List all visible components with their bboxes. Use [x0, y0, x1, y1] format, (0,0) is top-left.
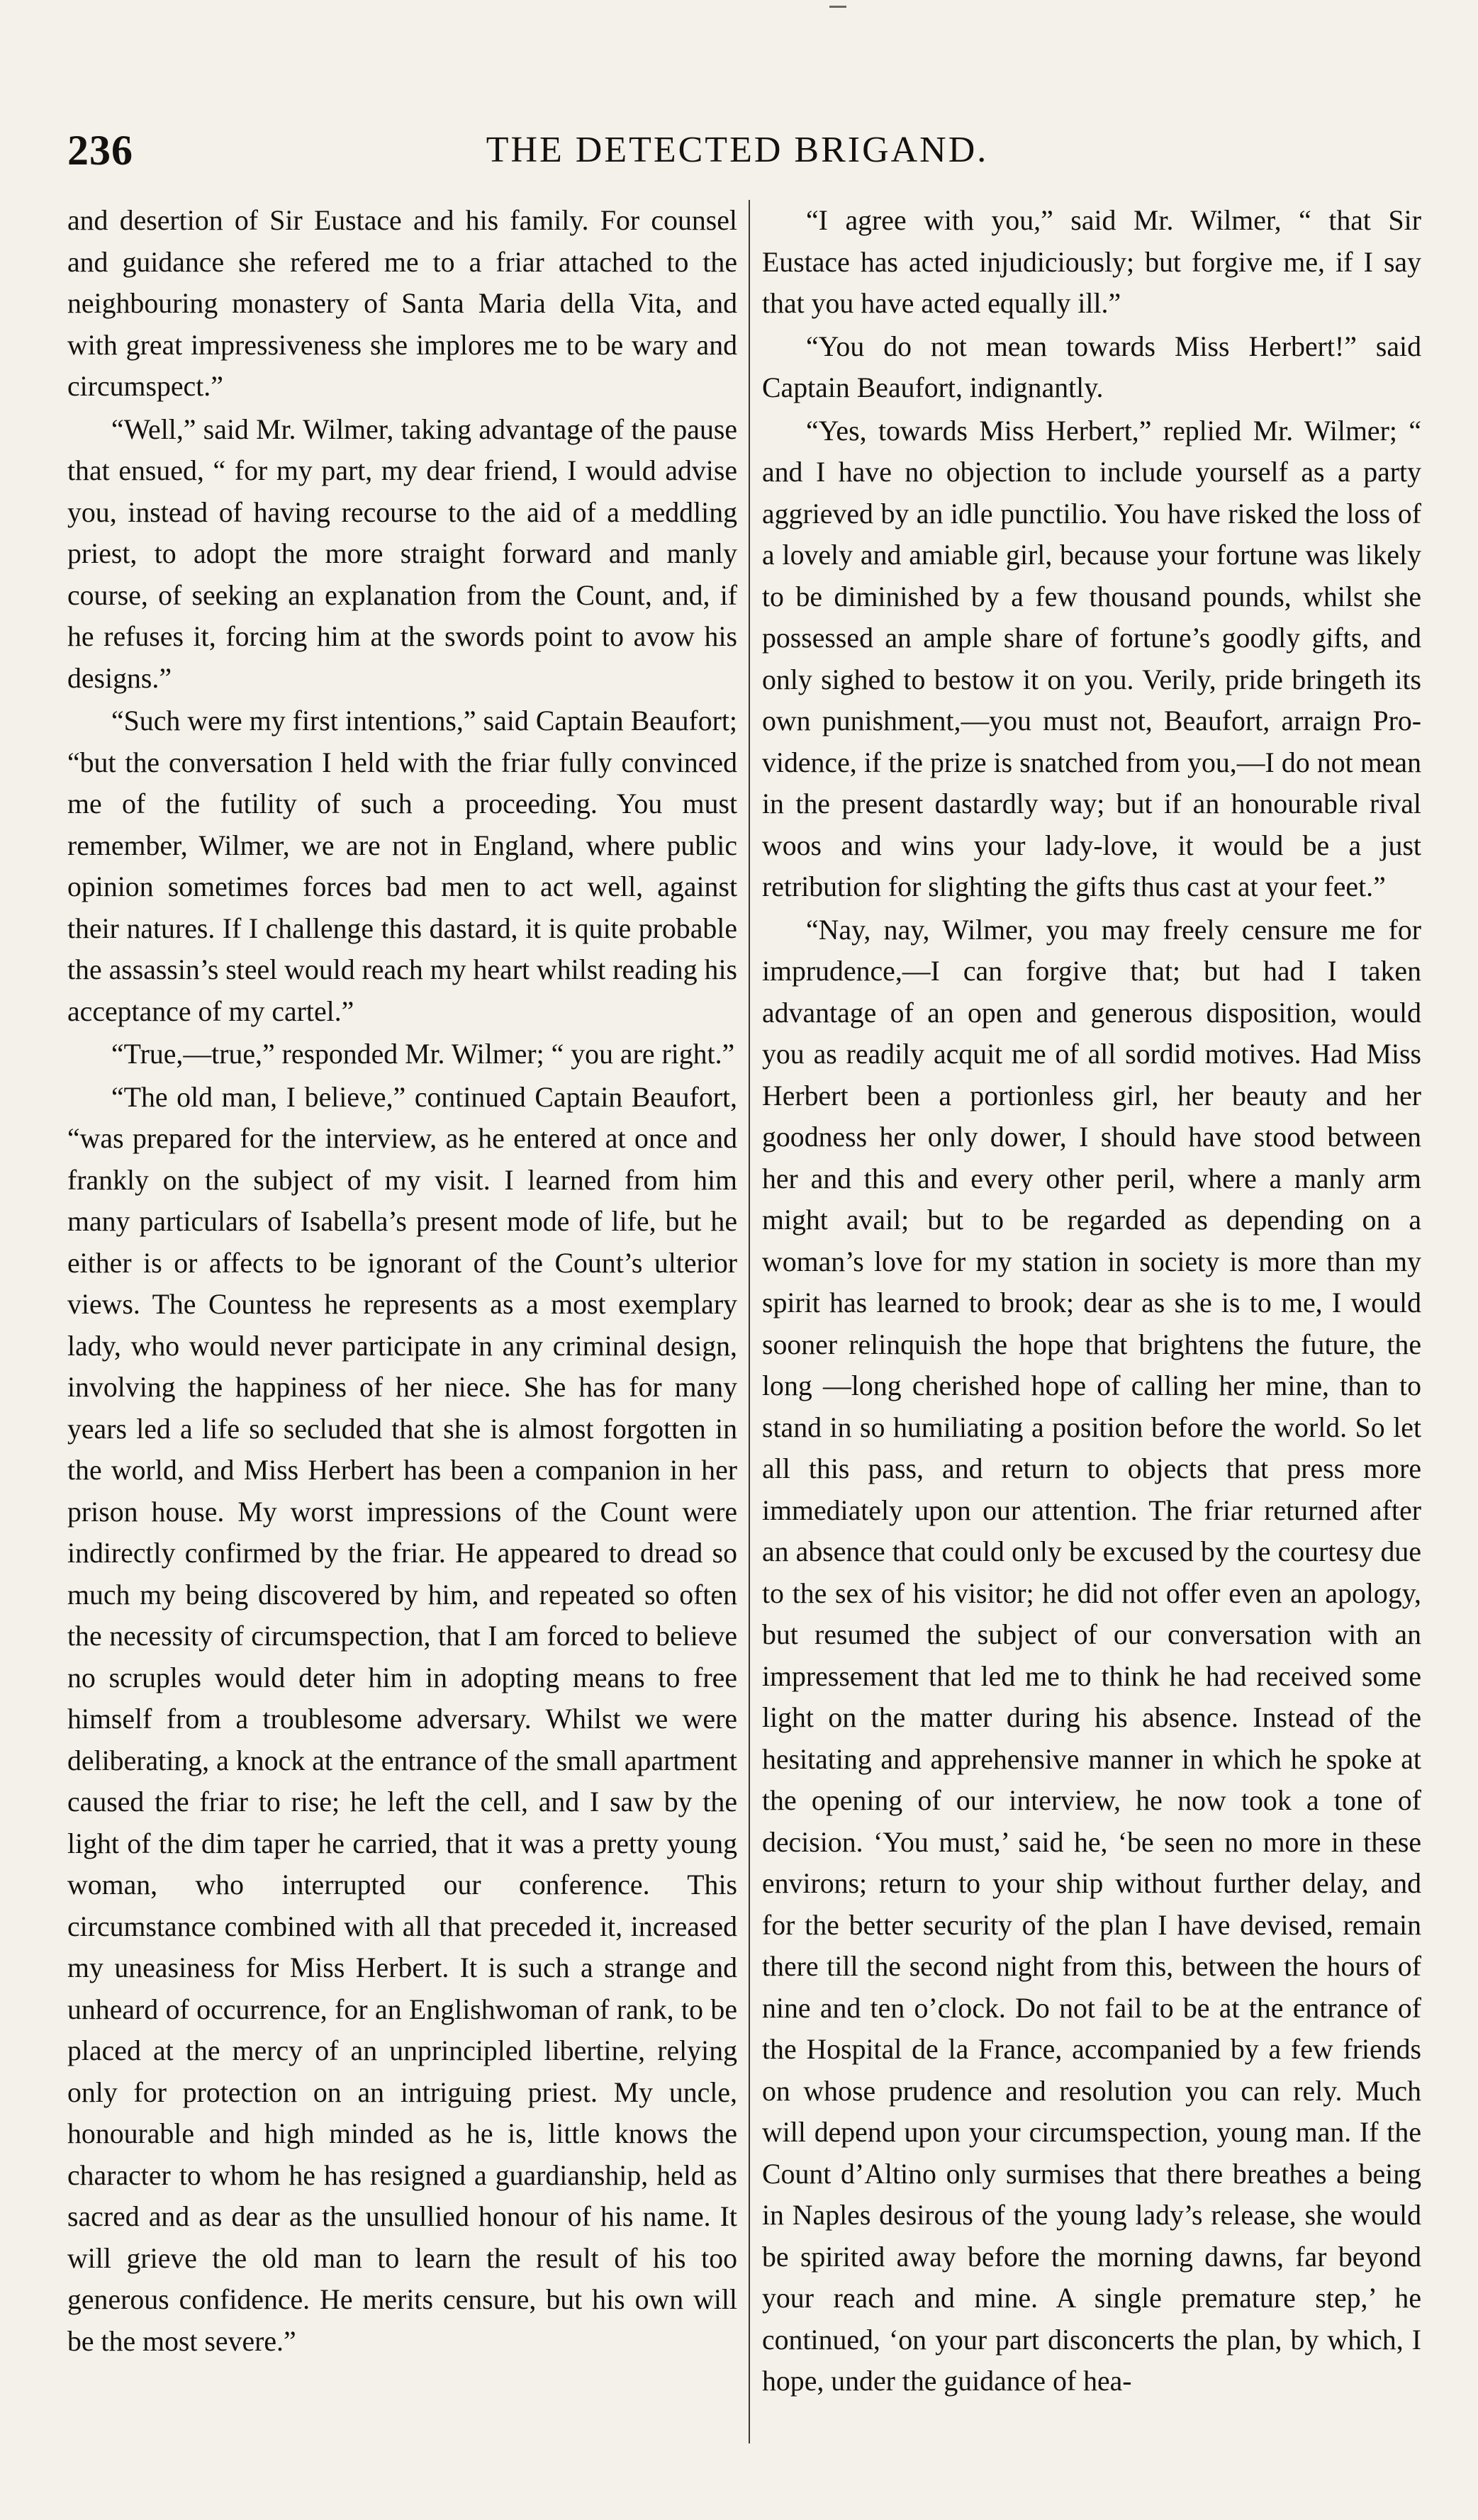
- paragraph: “Well,” said Mr. Wilmer, taking advantage of the pause that ensued, “ for my part, my dear friend, I would advise you, instead of having recourse to the aid of a meddling priest, to adopt the more straight forward and manly course, of seeking an explanation from the Count, and, if he refuses it, forcing him at the swords point to avow his designs.”: [67, 413, 737, 694]
- paragraph: “Nay, nay, Wilmer, you may freely censure me for imprudence,—I can forgive that; but had I taken advantage of an open and generous disposition, would you as readily acquit me of all sordid motives. Had Miss Herbert been a portionless girl, her beauty and her goodness her only dower, I should have stood between her and this and every other peril, where a manly arm might avail; but to be regarded as depending on a woman’s love for my station in society is more than my spirit has learned to brook; dear as she is to me, I would sooner relinquish the hope that brightens the future, the long —long cherished hope of calling her mine, than to stand in so humiliating a position before the world. So let all this pass, and return to objects that press more immediately upon our attention. The friar returned after an absence that could only be excused by the courtesy due to the sex of his visitor; he did not offer even an apology, but resumed the subject of our conversation with an impressement that led me to think he had received some light on the matter during his absence. Instead of the hesitating and apprehensive manner in which he spoke at the opening of our interview, he now took a tone of decision. ‘You must,’ said he, ‘be seen no more in these environs; return to your ship without further delay, and for the better security of the plan I have devised, remain there till the second night from this, between the hours of nine and ten o’clock. Do not fail to be at the entrance of the Hospital de la France, accompanied by a few friends on whose prudence and resolution you can rely. Much will depend upon your circumspection, young man. If the Count d’Altino only surmises that there breathes a being in Naples desirous of the young lady’s release, she would be spirited away before the morning dawns, far beyond your reach and mine. A single premature step,’ he continued, ‘on your part disconcerts the plan, by which, I hope, under the guidance of hea-: [762, 914, 1421, 2397]
- running-title: THE DETECTED BRIGAND.: [486, 130, 989, 170]
- paragraph: “True,—true,” responded Mr. Wilmer; “ you are right.”: [111, 1038, 735, 1070]
- page-mark: [829, 6, 846, 8]
- column-divider: [749, 200, 750, 2443]
- paragraph: “The old man, I believe,” continued Captain Beaufort, “was prepared for the interview, as he entered at once and frankly on the subject of my visit. I learned from him many particulars of Isabella’s present mode of life, but he either is or affects to be ignorant of the Count’s ulterior views. The Countess he represents as a most exemplary lady, who would never participate in any criminal design, involving the happiness of her niece. She has for many years led a life so secluded that she is almost forgotten in the world, and Miss Herbert has been a companion in her prison house. My worst impressions of the Count were indirectly confirmed by the friar. He appeared to dread so much my being discovered by him, and repeated so often the necessity of circumspection, that I am forced to believe no scruples would deter him in adopting means to free himself from a troublesome adversary. Whilst we were deliberating, a knock at the entrance of the small apartment caused the friar to rise; he left the cell, and I saw by the light of the dim taper he carried, that it was a pretty young woman, who interrupted our conference. This circumstance combined with all that preceded it, increased my uneasiness for Miss Herbert. It is such a strange and unheard of occurrence, for an Englishwoman of rank, to be placed at the mercy of an unprincipled libertine, relying only for protection on an intriguing priest. My uncle, honourable and high minded as he is, little knows the character to whom he has resigned a guardianship, held as sacred and as dear as the unsullied honour of his name. It will grieve the old man to learn the result of his too generous confidence. He merits censure, but his own will be the most severe.”: [67, 1081, 737, 2357]
- paragraph: “Such were my first intentions,” said Captain Beaufort; “but the conversation I held with the friar fully convinced me of the futility of such a proceeding. You must remember, Wilmer, we are not in England, where public opinion sometimes forces bad men to act well, against their natures. If I challenge this dastard, it is quite probable the assassin’s steel would reach my heart whilst reading his acceptance of my cartel.”: [67, 705, 737, 1027]
- paragraph: “I agree with you,” said Mr. Wilmer, “ that Sir Eustace has acted injudiciously; but forgive me, if I say that you have acted equally ill.”: [762, 205, 1421, 319]
- page-header: [67, 126, 1407, 176]
- left-column: [67, 200, 737, 2440]
- page-number: 236: [67, 127, 133, 174]
- paragraph: and desertion of Sir Eustace and his family. For counsel and guidance she refered me to a friar attached to the neighbouring monastery of Santa Maria della Vita, and with great impressiveness she implores me to be wary and circumspect.”: [67, 205, 737, 402]
- paragraph: “You do not mean towards Miss Herbert!” said Captain Beaufort, indignantly.: [762, 330, 1421, 403]
- right-column: [762, 200, 1421, 2440]
- paragraph: “Yes, towards Miss Herbert,” replied Mr. Wilmer; “ and I have no objection to include yourself as a party aggrieved by an idle punctilio. You have risked the loss of a lovely and amiable girl, because your fortune was likely to be diminished by a few thousand pounds, whilst she possessed an ample share of fortune’s goodly gifts, and only sighed to bestow it on you. Verily, pride bringeth its own punishment,—you must not, Beaufort, arraign Providence, if the prize is snatched from you,—I do not mean in the present dastardly way; but if an honourable rival woos and wins your lady-love, it would be a just retribution for slighting the gifts thus cast at your feet.”: [762, 415, 1421, 902]
